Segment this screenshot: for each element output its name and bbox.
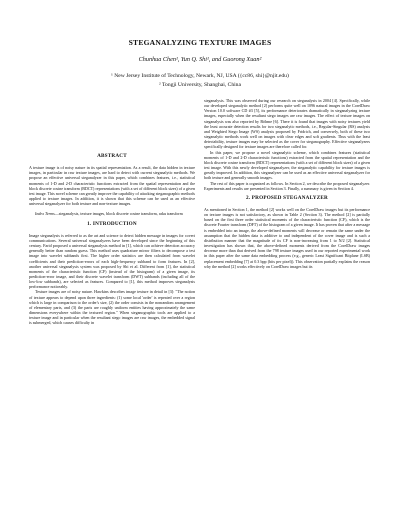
affiliation-2: ² Tongji University, Shanghai, China bbox=[159, 82, 241, 88]
section-2-heading: 2. PROPOSED STEGANALYZER bbox=[245, 194, 328, 201]
intro-heading: 1. INTRODUCTION bbox=[87, 220, 137, 227]
index-terms-text: —steganalysis, texture images, block discrete cosine transform, raku transform bbox=[54, 211, 183, 217]
paper-title: STEGANALYZING TEXTURE IMAGES bbox=[128, 38, 272, 47]
index-terms bbox=[29, 211, 195, 216]
abstract-text: A texture image is of noisy nature in its spatial representation. As a result, the data hidden in texture images, in particular in raw texture images, are hard to detect with current steganalytic methods. We propose an effective universal steganalyzer in this paper, which combines features, i.e., statistical moments of 1-D and 2-D characteristic functions extracted from the spatial representation and the block discrete cosine transform (BDCT) representations (with a set of different block sizes) of a given test image. This novel scheme can greatly improve the capability of attacking steganographic methods applied to texture images. In addition, it is shown that this scheme can be used as an effective universal steganalyzer for both texture and non-texture images. bbox=[29, 165, 195, 207]
intro-paragraph: Texture images are of noisy nature. Hawkins describes image texture in detail in [3]: "The notion of texture appears to depend upon three ingredients: (1) some local 'order' is repeated over a region which is large in comparison to the order's size, (2) the order consists in the nonrandom arrangement of elementary parts, and (3) the parts are roughly uniform entities having approximately the same dimensions everywhere within the textured region." When steganographic tools are applied to a texture image and in particular when the resultant stego images are raw images, the embedded signal is submerged, which causes difficulty in bbox=[29, 289, 195, 326]
section-2-paragraph: As mentioned in Section 1, the method [2] works well on the CorelDraw images but its performance on texture images is not satisfactory, as shown in Table 2 (Section 3). The method [2] is partially based on the first three order statistical moments of the characteristic function (CF), which is the discrete Fourier transform (DFT) of the histogram of a given image. It has proven that after a message is embedded into an image, the above-defined moments will decrease or remain the same under the assumption that the hidden data is additive to and independent of the cover image and is such a distribution manner that the magnitude of its CF is non-increasing from 1 to N/2 [2]. Statistical investigation has shown that, the above-defined moments derived from the CorelDraw images decrease more than that derived from the 798 texture images used in our reported experimental work in this paper after the same data embedding process (e.g., generic Least Significant Bitplane (LSB) replacement embedding [7] at 0.3 bpp (bits per pixel)). This observation partially explains the reason why the method [2] works effectively on CorelDraw images but its bbox=[204, 206, 370, 269]
index-terms-label: Index Terms bbox=[35, 211, 55, 217]
intro-paragraph: Image steganalysis is referred to as the art and science to detect hidden message in images for covert communications. Several universal steganalyzers have been developed since the beginning of this century. Farid proposed a universal steganalysis method in [1], which can achieve detection accuracy generally better than random guess. This method uses quadrature mirror filters to decompose a test image into wavelet subbands first. The higher order statistics are then calculated from wavelet coefficients and their prediction-errors of each high-frequency subband to form features. In [2], another universal steganalysis system was proposed by Shi et al. Different from [1], the statistical moments of the characteristic function (CF) (instead of the histogram) of a given image, its prediction-error image, and their discrete wavelet transform (DWT) subbands (including all of the low-low subbands), are selected as features. Compared to [1], this method improves steganalysis performance noticeably. bbox=[29, 232, 195, 290]
abstract-heading: ABSTRACT bbox=[97, 153, 127, 159]
intro-paragraph: The rest of this paper is organized as follows. In Section 2, we describe the proposed steganalyzer. Experiments and results are presented in Section 3. Finally, a summary is given in Section 4. bbox=[204, 180, 370, 191]
left-column bbox=[29, 98, 195, 326]
intro-paragraph: In this paper, we propose a novel steganalytic scheme, which combines features (statistical moments of 1-D and 2-D characteristic functions) extracted from the spatial representation and the block discrete cosine transform (BDCT) representations (with a set of different block sizes) of a given test image. With this newly developed steganalyzer, the steganalytic capability for texture images is greatly improved. In addition, this steganalyzer can be used as an effective universal steganalyzer for both texture and generally smooth images. bbox=[204, 149, 370, 181]
intro-paragraph: steganalysis. This was observed during our research on steganalysis in 2004 [4]. Specifically, while our developed steganalytic method [2] performs quite well on 1096 natural images in the CorelDraw Version 10.0 software CD #3 [5], its performance deteriorates dramatically in steganalyzing texture images, especially when the resultant stego images are raw images. The effect of texture images on steganalysis was also reported by Böhme [6]. There it is found that images with noisy textures yield the least accurate detection results for two steganalytic methods, i.e., Regular-Singular (RS) analysis and Weighted Stego Image (WS) analysis proposed by Fridrich, and conversely, both of these two steganalytic methods work well on images with clear edges and soft gradients. Thus with the least detectability, texture images may be selected as the cover for steganography. Effective steganalyzers specifically designed for texture images are therefore called for. bbox=[204, 98, 370, 150]
affiliation-1: ¹ New Jersey Institute of Technology, Newark, NJ, USA ({cc86, shi}@njit.edu) bbox=[111, 73, 289, 79]
right-column bbox=[204, 98, 370, 269]
author-list: Chunhua Chen¹, Yun Q. Shi¹, and Guorong Xuan² bbox=[138, 56, 262, 63]
